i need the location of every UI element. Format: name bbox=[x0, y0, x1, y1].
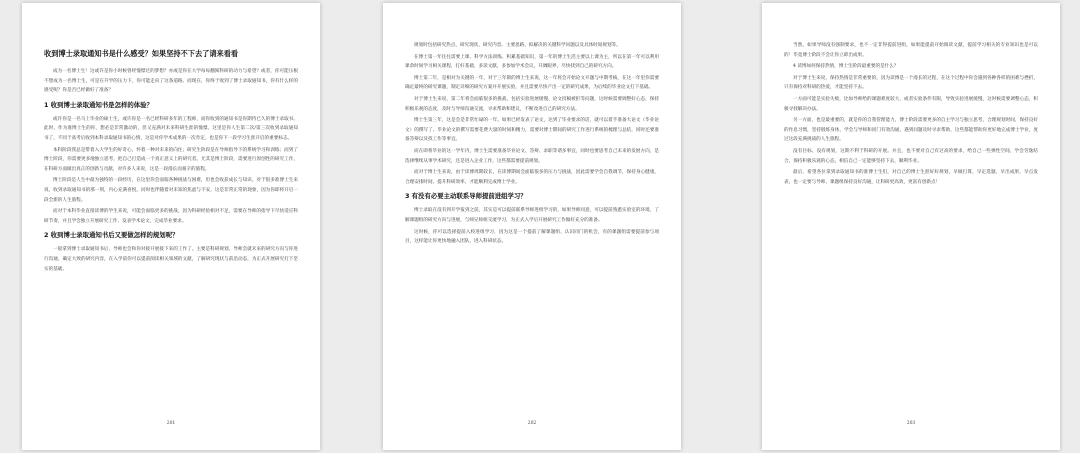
body-paragraph: 而在即将毕业的这一学年内，博士生需要准备毕业论文、答辩、求职等诸多事宜，同时也要思考自己未来的发展方向，是选择继续从事学术研究，还是进入企业工作，这些都需要提前规划。 bbox=[405, 148, 659, 164]
page-number: 201 bbox=[166, 421, 176, 426]
page-number: 202 bbox=[527, 421, 537, 426]
body-paragraph: 而对于本科毕业直接读博的学生来说，可能会面临更多的挑战，因为科研经验相对不足，需要在导师的指导下尽快适应科研节奏，并且学会独立开展研究工作，发表学术论文，完成毕业要求。 bbox=[44, 209, 298, 224]
body-paragraph: 博士阶段是人生中最为独特的一段经历，在这里你会面临各种挑战与困难，但也会收获成长与知识。对于很多准博士生来说，收到录取通知书的那一刻，内心充满喜悦，同时也伴随着对未知的焦虑与不安，这是非常正常的现象，因为你即将开启一段全新的人生旅程。 bbox=[44, 178, 298, 203]
document-page-1 bbox=[22, 3, 320, 450]
body-paragraph: 一方面可能是实验失败，比如导师给的课题难度较大，或者实验条件有限，导致实验进展缓慢，这时候需要调整心态，积极寻找解决办法。 bbox=[784, 96, 1038, 112]
page-body bbox=[784, 41, 1038, 187]
body-paragraph: 没有目标、没有规划，这期不利于科研的开展。并且，也不要对自己有过高的要求，给自己一些弹性空间，学会劳逸结合，保持积极乐观的心态，相信自己一定能够坚持下去，顺利毕业。 bbox=[784, 148, 1038, 164]
section-heading: 1 收到博士录取通知书是怎样的体验？ bbox=[44, 100, 153, 109]
document-page-3 bbox=[762, 3, 1060, 450]
body-paragraph: 最后，希望各位拿到录取通知书的准博士生们，对自己的博士生涯好好规划，早做打算，早定选题，早出成果，早点发表，也一定要与导师、课题组保持良好沟通，让科研更高效，更富有创新点！ bbox=[784, 170, 1038, 185]
body-paragraph: 这时候，你可以选择提前入校进组学习，因为这是一个提前了解课题组、认识同门的机会，有的课题组需要提前参与项目，这样能让你更快地融入团队，进入科研状态。 bbox=[405, 229, 659, 245]
section-heading: 2 收到博士录取通知书后又要做怎样的规划呢？ bbox=[44, 231, 179, 240]
page-title: 收到博士录取通知书是什么感受？如果坚持不下去了请来看看 bbox=[44, 49, 239, 58]
body-paragraph: 一般拿到博士录取通知书后，导师也会和你对接开展接下来的工作了。主要是科研规划、导师会就未来的研究方向与你进行沟通，确定大致的研究内容，在入学前你可以提前阅读相关领域的文献，了解研究现状与前沿动态，为正式开展研究打下坚实的基础。 bbox=[44, 247, 298, 272]
page-number: 203 bbox=[906, 421, 916, 426]
body-paragraph: 在博士第一年往往需要上课、科学方法训练、积累基础知识，第一年的博士生活主要以上课为主，所以在第一年可以利用课余时间学习相关课程，打好基础，多读文献，多参加学术会议，开阔眼界，尽快找到自己的研究方向。 bbox=[405, 54, 659, 70]
body-paragraph: 博士生第三年，这是会是非常忙碌的一年。如果已经发表了论文，达到了毕业要求的话，就可以着手准备大论文（毕业论文）的撰写了。毕业论文的撰写需要花费大量的时间和精力，需要对博士期间的研究工作进行系统的梳理与总结，同时还要准备答辩以及找工作等事宜。 bbox=[405, 118, 659, 143]
body-paragraph: 博士第二年，是相对为关键的一年，对于三年制的博士生来说，这一年将会开始论文开题与中期考核，在这一年里你需要确定最终的研究课题，制定详细的研究方案并开展实验，并且需要尽快产出一定的研究成果，为后续的毕业论文打下基础。 bbox=[405, 75, 659, 91]
body-paragraph: 规划时包括研究热点、研究现状、研究内容、主要思路、拟解决的关键科学问题以及具体时间规划等。 bbox=[414, 43, 621, 48]
section-heading: 3 有没有必要主动联系导师提前进组学习？ bbox=[405, 192, 527, 201]
body-paragraph: 而对于博士生来说，由于读博周期较长，在读博期间会面临很多的压力与挑战，因此需要学会自我调节，保持身心健康，合理安排时间，提升科研效率，才能顺利完成博士学业。 bbox=[405, 170, 659, 185]
body-paragraph: 本科阶段我总是带着入大学生的好奇心，怀着一种对未来的向往；研究生阶段是在导师指导下的系统学习和训练；而到了博士阶段，你需要更多地独立思考，把自己打造成一个真正意义上的研究者。尤其是博士阶段，需要进行原创性的研究工作，在科研方面做出真正的创新与贡献，对许多人来说，这是一段漫长而艰辛的旅程。 bbox=[44, 147, 298, 172]
body-paragraph: 对于博士生来说，第二年将会面临很多的挑战，包括实验进展缓慢、论文投稿被拒等问题，这时候需要调整好心态，保持积极乐观的态度，及时与导师沟通交流，寻求帮助和建议，不断改进自己的研究方法。 bbox=[405, 96, 659, 112]
body-paragraph: 或许你是一名马上毕业的硕士生，或许你是一名已经科研多年的工程师，而你收到的通知书是你期待已久的博士录取书。此时，作为准博士生的你，想必是非常激动的，但又充满对未来科研生涯的憧憬。这里是你人生第二次/第三次收到录取通知书了，不同于高考后收到本科录取通知书的心情，这是对你学术成果的一次肯定，也是你下一段学习生涯开启的重要标志。 bbox=[44, 116, 298, 141]
body-paragraph: 4 读博如何保持热情，博士生阶段最重要的是什么？ bbox=[793, 64, 899, 70]
body-paragraph: 另一方面，也是最重要的，就是你的自我管理能力，博士阶段需要更多的自主学习与独立思考，合理规划时间，保持良好的作息习惯，坚持锻炼身体，学会与导师和同门有效沟通，遇到问题及时寻求帮助，这些都能帮助你更好地完成博士学业，度过这段充满挑战的人生旅程。 bbox=[784, 118, 1038, 143]
page-body bbox=[44, 67, 298, 274]
document-page-2 bbox=[383, 3, 681, 450]
body-paragraph: 当然，如果导师没有强制要求，也不一定非得提前进组，如果能提前开始阅读文献，提前学习相关的专业知识也是可以的！毕竟博士阶段不会让你立即出成果。 bbox=[784, 43, 1038, 58]
page-body bbox=[405, 41, 659, 247]
body-paragraph: 对于博士生来说，保持热情是非常重要的，因为读博是一个漫长的过程，在这个过程中你会遇到各种各样的困难与挫折，只有保持对科研的热爱，才能坚持下去。 bbox=[784, 75, 1038, 91]
body-paragraph: 博士录取在没有到开学报到之前，其实是可以提前联系导师进组学习的，如果导师同意，可以提前熟悉实验室的环境，了解课题组的研究方向与进展，与师兄师姐交流学习，为正式入学后开展研究工作做好充分的准备。 bbox=[405, 208, 659, 223]
body-paragraph: 成为一名博士生！这或许是你小时候曾经憧憬过的梦想？亦或是你在大学每每翻阅科研的动力与希望？或者，你可能压根不想成为一名博士生，可是在升学的压力下，你可能走向了这条道路。而现在，你终于收到了博士录取通知书，你有什么样的感受呢？你是否已经做好了准备？ bbox=[44, 69, 298, 94]
